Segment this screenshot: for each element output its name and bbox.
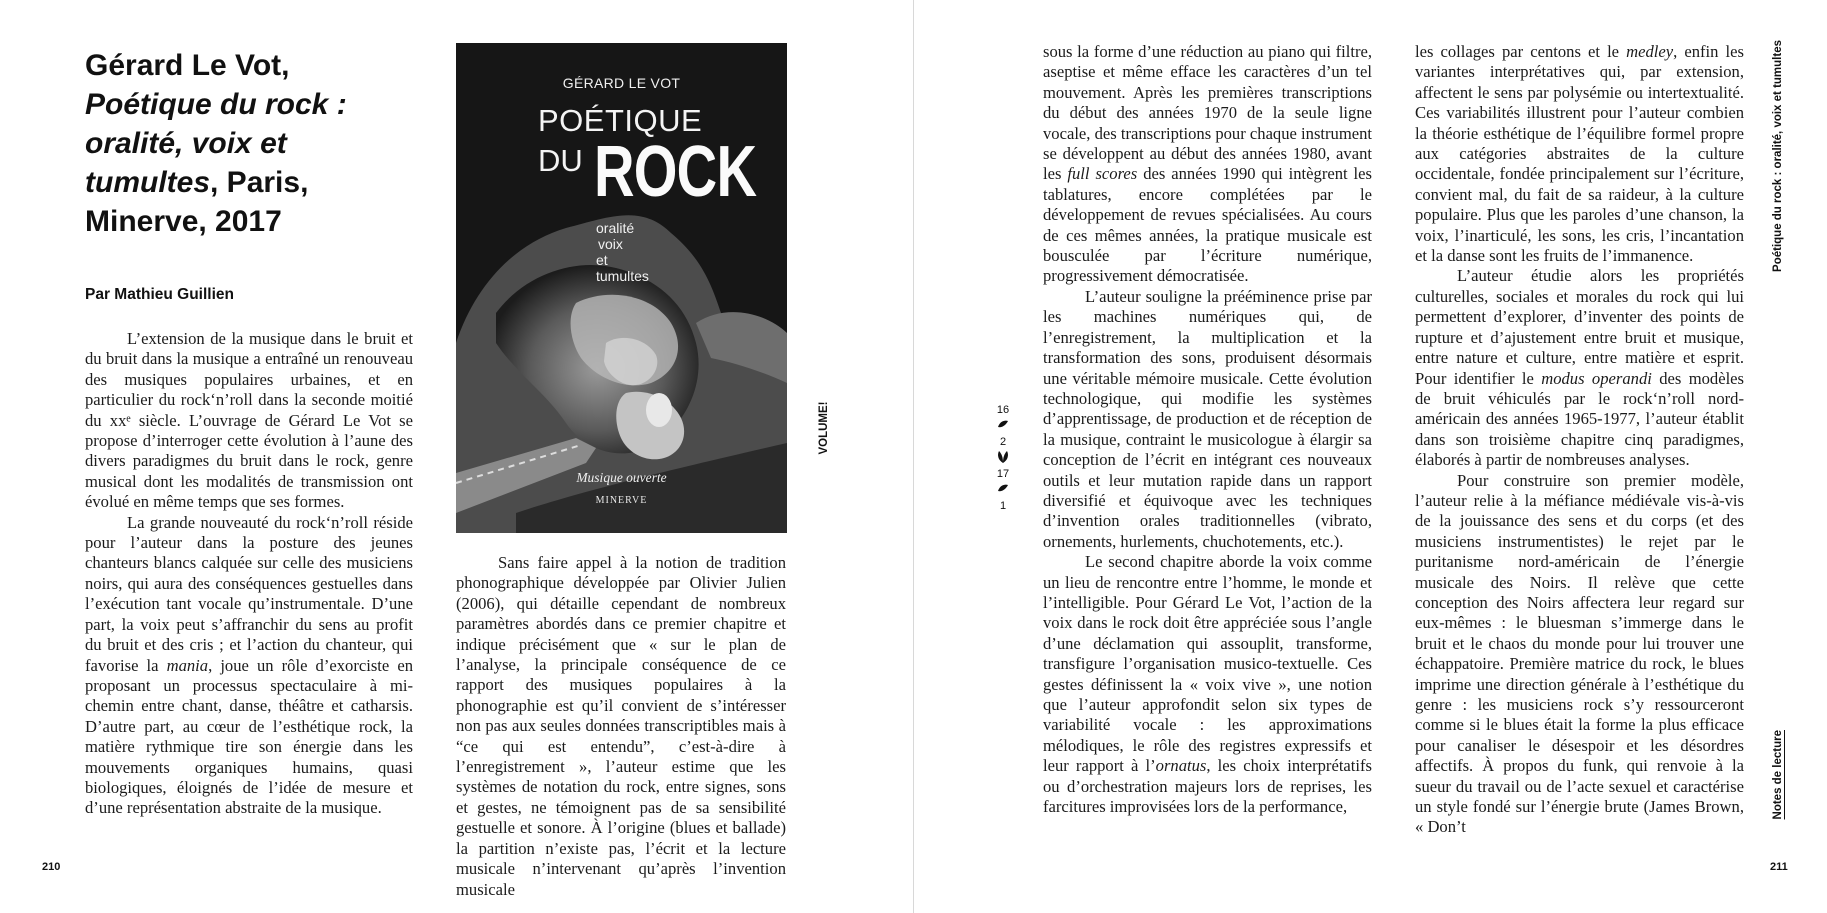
journal-label: VOLUME! <box>818 401 830 455</box>
cover-title-line2: DU <box>538 143 583 178</box>
paragraph: sous la forme d’une réduction au piano qui filtre, aseptise et même efface les caractères d’un tel mouvement. Après les premières transcriptions du début des années 1970 de la seule ligne vocale, des transcriptions pour chaque instrument se développent au début des années 1980, avant les full scores des années 1990 qui intègrent les tablatures, encore complétées par le développement de revues spécialisées. Au cours de ces mêmes années, la pratique musicale est bousculée par l’écriture numérique, progressivement démocratisée. <box>1043 42 1373 286</box>
running-head: Poétique du rock : oralité, voix et tumultes <box>1772 40 1784 272</box>
text-column-3 <box>1043 42 1372 882</box>
leaf-icon <box>990 482 1016 498</box>
title-publication: , Paris, Minerve, 2017 <box>85 166 309 238</box>
cover-publisher: MINERVE <box>595 495 648 506</box>
paragraph: L’auteur souligne la prééminence prise par les machines numériques qui, de l’enregistrement, la multiplication et la transformation des sons, produisent désormais une véritable mémoire musicale. Cette évolution technologique, qui modifie les systèmes d’apprentissage, de production et de réception de la musique, contraint le musicologue à élargir sa conception de l’écrit en intégrant ces nouveaux outils et leur mutation rapide dans un rapport diversifié et équivoque avec les techniques d’invention orales traditionnelles (vibrato, ornements, hurlements, chuchotements, etc.). <box>1043 286 1372 551</box>
section-label: Notes de lecture <box>1772 730 1784 820</box>
issue-marks: 16 2 17 1 <box>990 402 1016 514</box>
page-number-right: 211 <box>1770 861 1788 873</box>
leaf-icon <box>990 418 1016 434</box>
cover-subtitle: oralité voix et tumultes <box>596 220 649 284</box>
text-column-4 <box>1415 42 1744 882</box>
paragraph: Pour construire son premier modèle, l’auteur relie à la méfiance médiévale vis-à-vis de la jouissance des sens et du corps (et des musiciens instrumentistes) le rejet par le puritanisme nord-américain de l’énergie musicale des Noirs. Il relève que cette conception des Noirs affectera leur regard sur eux-mêmes : le bluesman s’immerge dans le bruit et le chaos du monde pour lui trouver une échappatoire. Première matrice du rock, le blues imprime une direction générale à l’esthétique du genre : les musiciens rock s’y ressourceront comme si le blues était la forme la plus efficace pour canaliser le désespoir et les désordres affectifs. À propos du funk, qui renvoie à la sueur du travail ou de l’acte sexuel et caractérise un style fondé sur l’énergie brute (James Brown, « Don’t <box>1415 470 1744 837</box>
paragraph: L’auteur étudie alors les propriétés culturelles, sociales et morales du rock qui lui permettent d’explorer, d’inventer des points de rupture et d’ajustement entre bruit et musique, entre nature et culture, entre matière et esprit. Pour identifier le modus operandi des modèles de bruit véhiculés par le rock‘n’roll nord-américain des années 1965-1977, l’auteur établit dans son troisième chapitre cinq paradigmes, élaborés à partir de nombreuses analyses. <box>1415 266 1745 470</box>
text-column-1 <box>85 329 413 859</box>
page-gutter <box>913 0 914 913</box>
cover-collection: Musique ouverte <box>576 470 667 485</box>
book-cover-image <box>456 43 787 533</box>
leaf-pair-icon <box>990 450 1016 466</box>
cover-title-big: ROCK <box>594 132 757 212</box>
review-title <box>85 46 415 241</box>
paragraph: La grande nouveauté du rock‘n’roll réside pour l’auteur dans la posture des jeunes chanteurs blancs calquée sur celle des musiciens noirs, qui aura des conséquences gestuelles dans l’exécution tant vocale qu’instrumentale. D’une part, la voix peut s’affranchir du sens au profit du bruit et des cris ; et l’action du chanteur, qui favorise la mania, joue un rôle d’exorciste en proposant un processus spectaculaire à mi-chemin entre chant, danse, théâtre et catharsis. D’autre part, au cœur de l’esthétique rock, la matière rythmique tire son énergie dans les mouvements organiques humains, quasi biologiques, éloignés de l’idée de mesure et d’une représentation abstraite de la musique. <box>85 512 413 818</box>
cover-title-line1: POÉTIQUE <box>538 103 703 138</box>
paragraph: Le second chapitre aborde la voix comme un lieu de rencontre entre l’homme, le monde et l’intelligible. Pour Gérard Le Vot, l’action de la voix dans le rock doit être appréciée sous l’angle d’une déclamation qui assouplit, transforme, transfigure l’organisation musico-textuelle. Ces gestes définissent la « voix vive », une notion que l’auteur approfondit selon six types de variabilité vocale : les approximations mélodiques, le rôle des registres expressifs et leur rapport à l’ornatus, les choix interprétatifs ou d’orchestration majeurs lors de reprises, les farcitures improvisées lors de la performance, <box>1043 552 1372 817</box>
page-number-left: 210 <box>42 861 61 873</box>
paragraph: les collages par centons et le medley, enfin les variantes interprétatives qui, par extension, affectent le sens par polysémie ou intertextualité. Ces variabilités illustrent pour l’auteur combien la théorie esthétique de l’équilibre formel propre aux catégories abstraites de la culture occidentale, fondée principalement sur l’écriture, convient mal, du fait de sa raideur, à la culture populaire. Plus que les paroles d’une chanson, la voix, l’inarticulé, les sons, les cris, l’incantation et la danse sont les fruits de l’immanence. <box>1415 42 1744 266</box>
paragraph: Sans faire appel à la notion de tradition phonographique développée par Olivier Julien (2006), qui détaille cependant de nombreux paramètres abordés dans ce premier chapitre et indique précisément que « sur le plan de l’analyse, la principale conséquence de ce rapport des musiques populaires à la phonographie est qu’il convient de s’intéresser non pas aux seules données transcriptibles mais à “ce qui est entendu”, c’est-à-dire à l’enregistrement », l’auteur estime que les systèmes de notation du rock, entre signes, sons et gestes, ne témoignent pas de sa sensibilité gestuelle et sonore. À l’origine (blues et ballade) la partition n’existe pas, l’écrit et la lecture musicale n’intervenant qu’après l’invention musicale <box>456 553 786 899</box>
paragraph: L’extension de la musique dans le bruit et du bruit dans la musique a entraîné un renouveau des musiques populaires urbaines, et en particulier du rock‘n’roll dans la seconde moitié du xxᵉ siècle. L’ouvrage de Gérard Le Vot se propose d’interroger cette évolution à l’aune des divers paradigmes du bruit dans le rock, genre musical dont les modalités de transmission ont évolué en même temps que ses formes. <box>85 329 413 512</box>
cover-author: GÉRARD LE VOT <box>562 75 681 91</box>
byline: Par Mathieu Guillien <box>85 286 234 303</box>
title-author: Gérard Le Vot, <box>85 49 290 82</box>
title-book: Poétique du rock : oralité, voix et tumultes <box>85 88 347 199</box>
text-column-2 <box>456 553 786 899</box>
